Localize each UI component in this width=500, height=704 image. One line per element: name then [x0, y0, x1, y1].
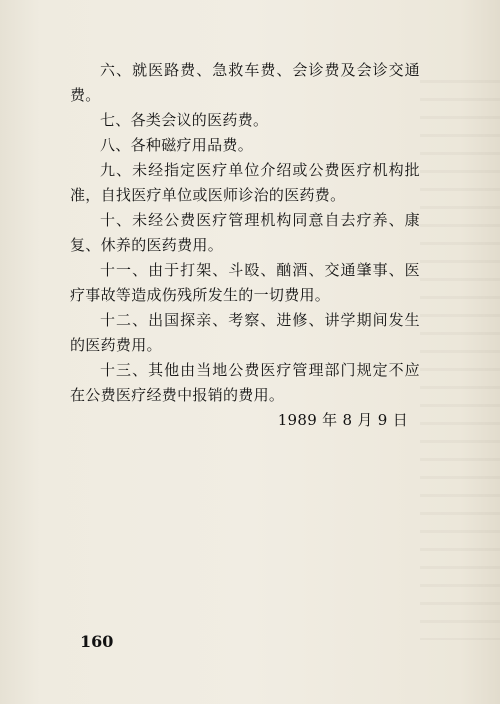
page-number: 160 — [80, 632, 114, 651]
list-item: 十一、由于打架、斗殴、酗酒、交通肇事、医疗事故等造成伤残所发生的一切费用。 — [70, 261, 420, 304]
list-item: 十二、出国探亲、考察、进修、讲学期间发生的医药费用。 — [70, 311, 420, 354]
list-item: 九、未经指定医疗单位介绍或公费医疗机构批准，自找医疗单位或医师诊治的医药费。 — [70, 161, 420, 204]
document-body — [70, 58, 420, 433]
bleed-through-texture — [420, 80, 500, 640]
document-date: 1989 年 8 月 9 日 — [277, 411, 408, 429]
list-item: 八、各种磁疗用品费。 — [100, 136, 254, 154]
list-item: 七、各类会议的医药费。 — [100, 111, 269, 129]
list-item: 十三、其他由当地公费医疗管理部门规定不应在公费医疗经费中报销的费用。 — [70, 361, 420, 404]
list-item: 六、就医路费、急救车费、会诊费及会诊交通费。 — [70, 61, 420, 104]
list-item: 十、未经公费医疗管理机构同意自去疗养、康复、休养的医药费用。 — [70, 211, 420, 254]
